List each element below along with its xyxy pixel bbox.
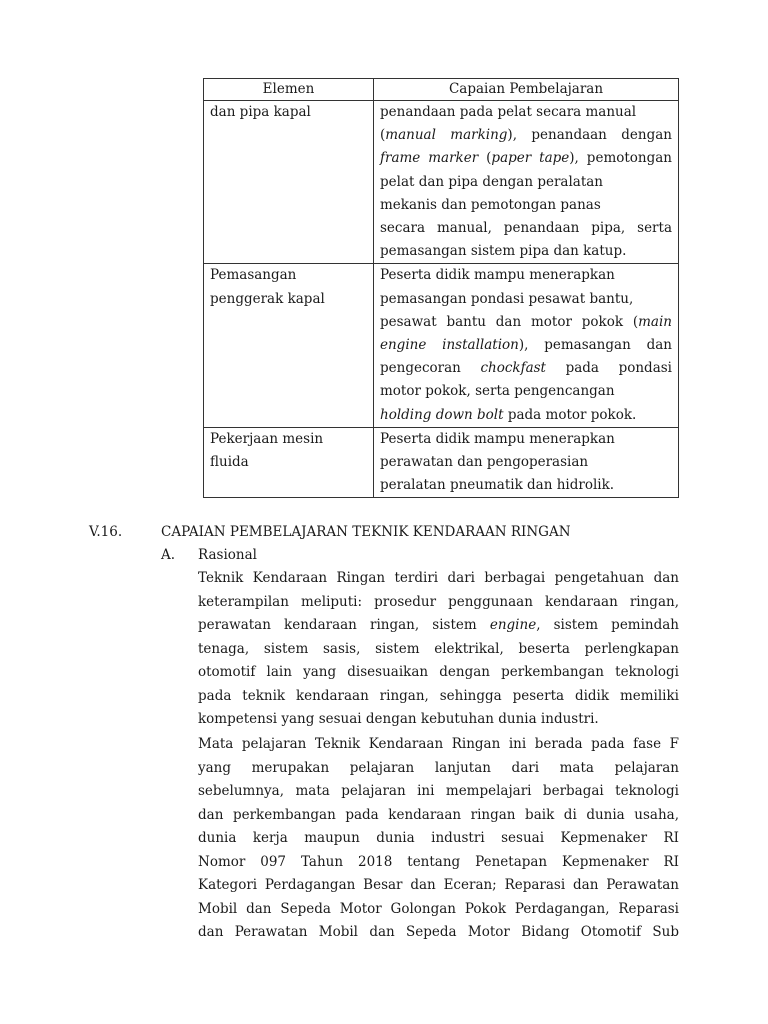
- capaian-line: pemasangan pondasi pesawat bantu,: [380, 290, 634, 307]
- paragraph-line: dan perkembangan pada kendaraan ringan baik di dunia usaha,: [198, 806, 679, 823]
- capaian-line: pelat dan pipa dengan peralatan: [380, 173, 604, 190]
- paragraph-line: Nomor 097 Tahun 2018 tentang Penetapan Kepmenaker RI: [198, 853, 679, 870]
- table-row: [204, 264, 679, 427]
- subsection-letter: A.: [161, 547, 176, 563]
- paragraph-line: perawatan kendaraan ringan, sistem engine, sistem pemindah: [198, 617, 679, 633]
- italic-term: engine: [489, 617, 537, 633]
- italic-term: main: [638, 313, 672, 330]
- paragraph-line: otomotif lain yang disesuaikan dengan perkembangan teknologi: [198, 664, 679, 680]
- capaian-line: perawatan dan pengoperasian: [380, 454, 589, 471]
- paragraph-line: Mobil dan Sepeda Motor Golongan Pokok Perdagangan, Reparasi: [198, 900, 679, 917]
- section-number: V.16.: [89, 524, 123, 540]
- italic-term: holding down bolt: [380, 406, 504, 423]
- elemen-cell: [204, 264, 374, 427]
- capaian-line: frame marker (paper tape), pemotongan: [380, 150, 672, 167]
- header-capaian: Capaian Pembelajaran: [374, 79, 679, 101]
- paragraph-rasional-2: [198, 733, 679, 945]
- paragraph-line: pada teknik kendaraan ringan, sehingga peserta didik memiliki: [198, 687, 679, 704]
- capaian-line: Peserta didik mampu menerapkan: [380, 267, 615, 284]
- header-elemen: Elemen: [204, 79, 374, 101]
- capaian-line: pemasangan sistem pipa dan katup.: [380, 243, 627, 260]
- paragraph-rasional-1: [198, 567, 679, 732]
- paragraph-line: yang merupakan pelajaran lanjutan dari mata pelajaran: [198, 759, 679, 776]
- capaian-line: penandaan pada pelat secara manual: [380, 104, 637, 120]
- paragraph-line: Mata pelajaran Teknik Kendaraan Ringan ini berada pada fase F: [198, 736, 679, 752]
- elemen-line: Pekerjaan mesin: [210, 430, 324, 447]
- italic-term: paper tape: [491, 150, 570, 167]
- capaian-line: pesawat bantu dan motor pokok (main: [380, 313, 672, 330]
- italic-term: chockfast: [480, 360, 546, 377]
- italic-term: engine installation: [380, 337, 519, 354]
- capaian-cell: [374, 101, 679, 264]
- paragraph-line: dan Perawatan Mobil dan Sepeda Motor Bidang Otomotif Sub: [198, 924, 679, 940]
- elemen-line: dan pipa kapal: [210, 104, 311, 120]
- capaian-line: holding down bolt pada motor pokok.: [380, 406, 637, 423]
- paragraph-line: keterampilan meliputi: prosedur penggunaan kendaraan ringan,: [198, 593, 679, 610]
- learning-outcomes-table: [203, 78, 679, 498]
- elemen-line: Pemasangan: [210, 267, 297, 284]
- capaian-line: mekanis dan pemotongan panas: [380, 196, 601, 213]
- italic-term: frame marker: [380, 150, 479, 167]
- section-title: CAPAIAN PEMBELAJARAN TEKNIK KENDARAAN RINGAN: [161, 524, 571, 540]
- paragraph-line: sebelumnya, mata pelajaran ini mempelajari berbagai teknologi: [198, 783, 679, 799]
- capaian-cell: [374, 427, 679, 498]
- capaian-line: peralatan pneumatik dan hidrolik.: [380, 477, 615, 494]
- italic-term: manual marking: [385, 127, 508, 144]
- paragraph-line: Kategori Perdagangan Besar dan Eceran; Reparasi dan Perawatan: [198, 877, 679, 893]
- elemen-line: penggerak kapal: [210, 290, 325, 307]
- subsection-title: Rasional: [198, 547, 257, 563]
- capaian-line: pengecoran chockfast pada pondasi: [380, 360, 672, 377]
- table-row: [204, 427, 679, 498]
- capaian-line: (manual marking), penandaan dengan: [380, 127, 672, 144]
- paragraph-line: tenaga, sistem sasis, sistem elektrikal, beserta perlengkapan: [198, 640, 679, 657]
- capaian-line: secara manual, penandaan pipa, serta: [380, 220, 672, 237]
- capaian-cell: [374, 264, 679, 427]
- table-row: [204, 101, 679, 264]
- capaian-line: engine installation), pemasangan dan: [380, 337, 672, 354]
- elemen-cell: [204, 427, 374, 498]
- capaian-line: motor pokok, serta pengencangan: [380, 383, 615, 400]
- table-header-row: [204, 79, 679, 101]
- paragraph-line: dunia kerja maupun dunia industri sesuai Kepmenaker RI: [198, 830, 679, 846]
- elemen-cell: [204, 101, 374, 264]
- paragraph-line: kompetensi yang sesuai dengan kebutuhan dunia industri.: [198, 711, 599, 727]
- paragraph-line: Teknik Kendaraan Ringan terdiri dari berbagai pengetahuan dan: [198, 570, 679, 586]
- capaian-line: Peserta didik mampu menerapkan: [380, 430, 615, 447]
- elemen-line: fluida: [210, 454, 249, 471]
